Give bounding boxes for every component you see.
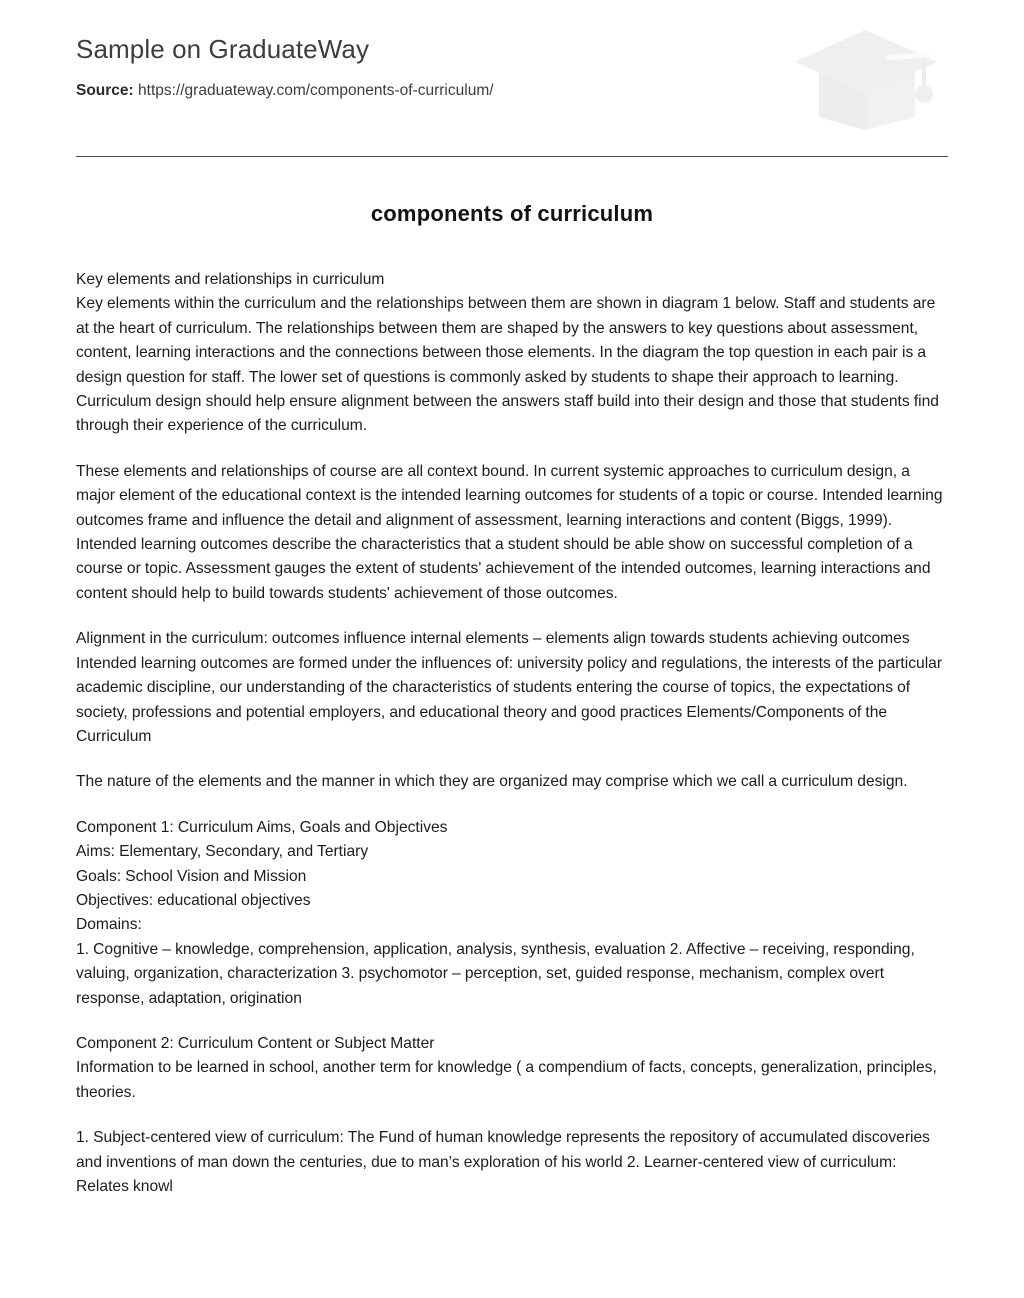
site-title: Sample on GraduateWay xyxy=(76,34,370,64)
graduation-cap-icon xyxy=(795,22,967,134)
source-label: Source: xyxy=(76,82,134,99)
paragraph: These elements and relationships of course are all context bound. In current systemic approaches to curriculum design, a major element of the educational context is the intended learning outcomes for students of a topic or course. Intended learning outcomes frame and influence the detail and alignment of assessment, learning interactions and content (Biggs, 1999). Intended learning outcomes describe the characteristics that a student should be able show on successful completion of a course or topic. Assessment gauges the extent of students' achievement of the intended outcomes, learning interactions and content should help to build towards students' achievement of those outcomes. xyxy=(76,462,943,602)
paragraph: Component 2: Curriculum Content or Subject Matter Information to be learned in school, another term for knowledge ( a compendium of facts, concepts, generalization, principles, theories. xyxy=(76,1034,937,1101)
paragraph: The nature of the elements and the manner in which they are organized may comprise which we call a curriculum design. xyxy=(76,773,908,791)
page-title: components of curriculum xyxy=(370,201,654,226)
paragraph: 1. Subject-centered view of curriculum: The Fund of human knowledge represents the repository of accumulated discoveries and inventions of man down the centuries, due to man’s exploration of his world 2. Learner-centered view of curriculum: Relates knowl xyxy=(76,1129,930,1195)
document-body xyxy=(76,268,948,1199)
source-url[interactable]: https://graduateway.com/components-of-curriculum/ xyxy=(138,82,494,99)
header-divider xyxy=(76,156,948,157)
paragraph: Key elements and relationships in curriculum Key elements within the curriculum and the relationships between them are shown in diagram 1 below. Staff and students are at the heart of curriculum. The relationships between them are shaped by the answers to key questions about assessment, content, learning interactions and the connections between those elements. In the diagram the top question in each pair is a design question for staff. The lower set of questions is commonly asked by students to shape their approach to learning. Curriculum design should help ensure alignment between the answers staff build into their design and those that students find through their experience of the curriculum. xyxy=(76,271,939,435)
paragraph: Component 1: Curriculum Aims, Goals and Objectives Aims: Elementary, Secondary, and Tertiary Goals: School Vision and Mission Objectives: educational objectives Domains: 1. Cognitive – knowledge, comprehension, application, analysis, synthesis, evaluation 2. Affective – receiving, responding, valuing, organization, characterization 3. psychomotor – perception, set, guided response, mechanism, complex overt response, adaptation, origination xyxy=(76,818,915,1007)
paragraph: Alignment in the curriculum: outcomes influence internal elements – elements align towards students achieving outcomes Intended learning outcomes are formed under the influences of: university policy and regulations, the interests of the particular academic discipline, our understanding of the characteristics of students entering the course of topics, the expectations of society, professions and potential employers, and educational theory and good practices Elements/Components of the Curriculum xyxy=(76,630,943,745)
